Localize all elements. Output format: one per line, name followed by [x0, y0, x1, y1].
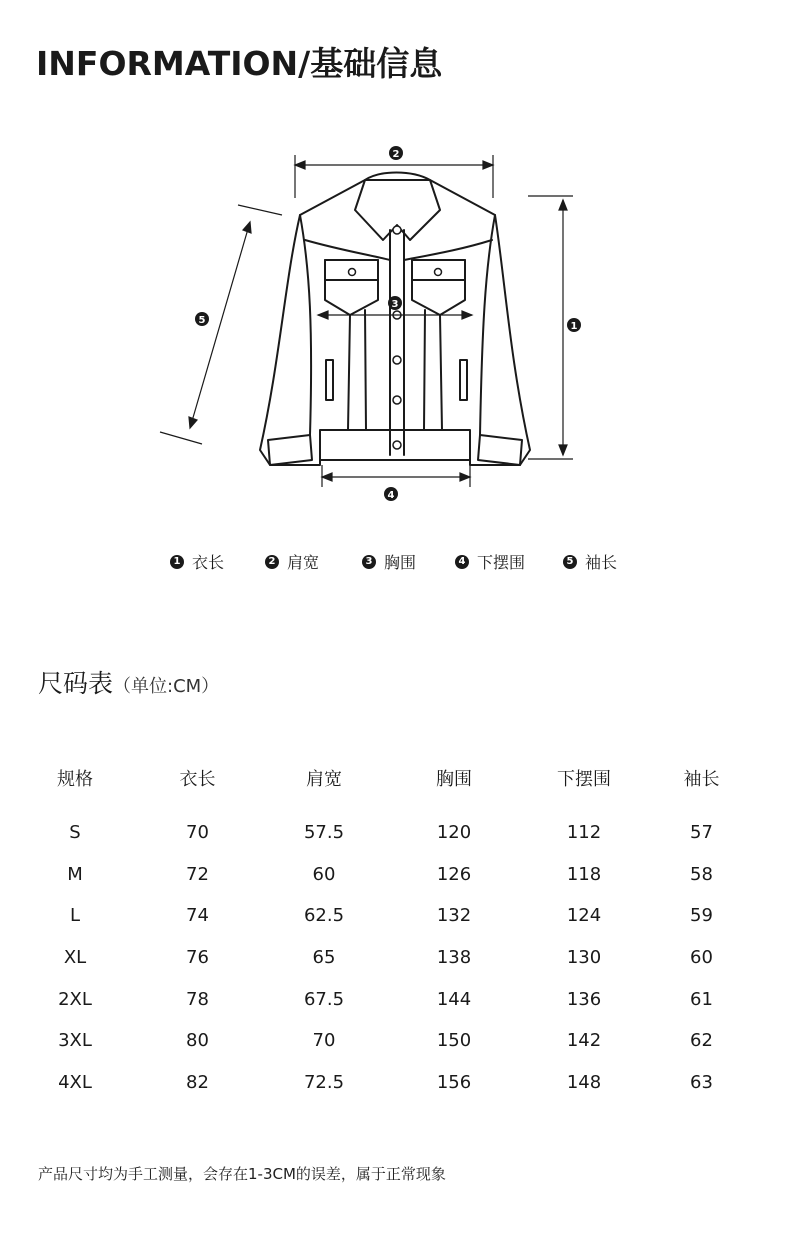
- legend-label: 胸围: [384, 553, 417, 572]
- table-row: [20, 854, 760, 896]
- table-cell: 62: [690, 1030, 713, 1052]
- table-cell: 72.5: [303, 1071, 345, 1093]
- table-cell: 70: [186, 822, 209, 844]
- table-cell: 78: [186, 988, 209, 1010]
- column-header: 袖长: [683, 769, 720, 790]
- table-cell: 60: [690, 947, 713, 969]
- table-cell: 63: [690, 1071, 713, 1093]
- size-chart-unit: （单位:CM）: [113, 676, 220, 697]
- table-cell: 67.5: [303, 988, 345, 1010]
- legend-number: 3: [362, 555, 376, 569]
- jacket-measurement-diagram: [150, 130, 630, 520]
- table-cell: 136: [566, 988, 602, 1010]
- table-cell: 148: [566, 1071, 602, 1093]
- svg-text:5: 5: [198, 315, 206, 326]
- legend-item-hem: [455, 550, 525, 573]
- table-cell: 61: [690, 988, 713, 1010]
- legend-item-length: [170, 550, 224, 573]
- svg-text:4: 4: [387, 490, 395, 501]
- table-cell: 130: [566, 947, 602, 969]
- table-header-row: [20, 756, 760, 812]
- legend-label: 下摆围: [477, 553, 526, 572]
- table-cell: 124: [566, 905, 602, 927]
- table-cell: 57: [690, 822, 713, 844]
- table-cell: 57.5: [303, 822, 345, 844]
- table-cell: 120: [436, 822, 472, 844]
- svg-text:2: 2: [392, 149, 400, 160]
- legend-item-chest: [362, 550, 416, 573]
- size-chart-heading: 尺码表: [38, 669, 114, 698]
- table-cell: 126: [436, 863, 472, 885]
- table-cell: 3XL: [58, 1030, 92, 1052]
- page-title: INFORMATION/基础信息: [36, 44, 443, 83]
- column-header: 下摆围: [557, 769, 611, 790]
- legend-label: 袖长: [585, 553, 618, 572]
- table-cell: 142: [566, 1030, 602, 1052]
- table-cell: 138: [436, 947, 472, 969]
- table-row: [20, 978, 760, 1020]
- table-cell: 70: [312, 1030, 336, 1052]
- table-cell: 76: [186, 947, 209, 969]
- legend-number: 2: [265, 555, 279, 569]
- jacket-illustration: [150, 130, 630, 520]
- svg-text:1: 1: [570, 321, 578, 332]
- table-cell: 4XL: [58, 1071, 92, 1093]
- measurement-legend: [0, 550, 790, 580]
- table-cell: 62.5: [303, 905, 345, 927]
- table-row: [20, 895, 760, 937]
- table-cell: 60: [312, 863, 336, 885]
- table-cell: L: [69, 905, 81, 927]
- legend-item-sleeve: [563, 550, 617, 573]
- table-cell: 144: [436, 988, 472, 1010]
- measurement-disclaimer: 产品尺寸均为手工测量，会存在1-3CM的误差，属于正常现象: [38, 1165, 446, 1183]
- table-cell: 59: [690, 905, 713, 927]
- table-cell: 150: [436, 1030, 472, 1052]
- legend-number: 1: [170, 555, 184, 569]
- table-cell: 82: [186, 1071, 209, 1093]
- table-cell: 132: [436, 905, 472, 927]
- table-cell: 58: [690, 863, 713, 885]
- table-cell: 156: [436, 1071, 472, 1093]
- table-cell: 74: [186, 905, 209, 927]
- svg-text:3: 3: [391, 299, 399, 310]
- table-cell: XL: [63, 947, 87, 969]
- table-cell: 65: [312, 947, 336, 969]
- legend-item-shoulder: [265, 550, 319, 573]
- table-row: [20, 1020, 760, 1062]
- size-table: [20, 756, 760, 1103]
- table-cell: S: [69, 822, 81, 844]
- legend-number: 4: [455, 555, 469, 569]
- table-row: [20, 1062, 760, 1104]
- column-header: 肩宽: [306, 769, 342, 790]
- table-cell: 112: [566, 822, 602, 844]
- column-header: 胸围: [436, 769, 472, 790]
- legend-label: 衣长: [192, 553, 225, 572]
- size-chart-title: [38, 664, 219, 700]
- table-cell: M: [67, 863, 83, 885]
- table-cell: 72: [186, 863, 209, 885]
- table-cell: 118: [566, 863, 602, 885]
- table-row: [20, 812, 760, 854]
- table-cell: 2XL: [58, 988, 92, 1010]
- column-header: 衣长: [179, 769, 216, 790]
- column-header: 规格: [57, 769, 93, 790]
- table-cell: 80: [186, 1030, 209, 1052]
- legend-number: 5: [563, 555, 577, 569]
- table-row: [20, 937, 760, 979]
- legend-label: 肩宽: [287, 553, 320, 572]
